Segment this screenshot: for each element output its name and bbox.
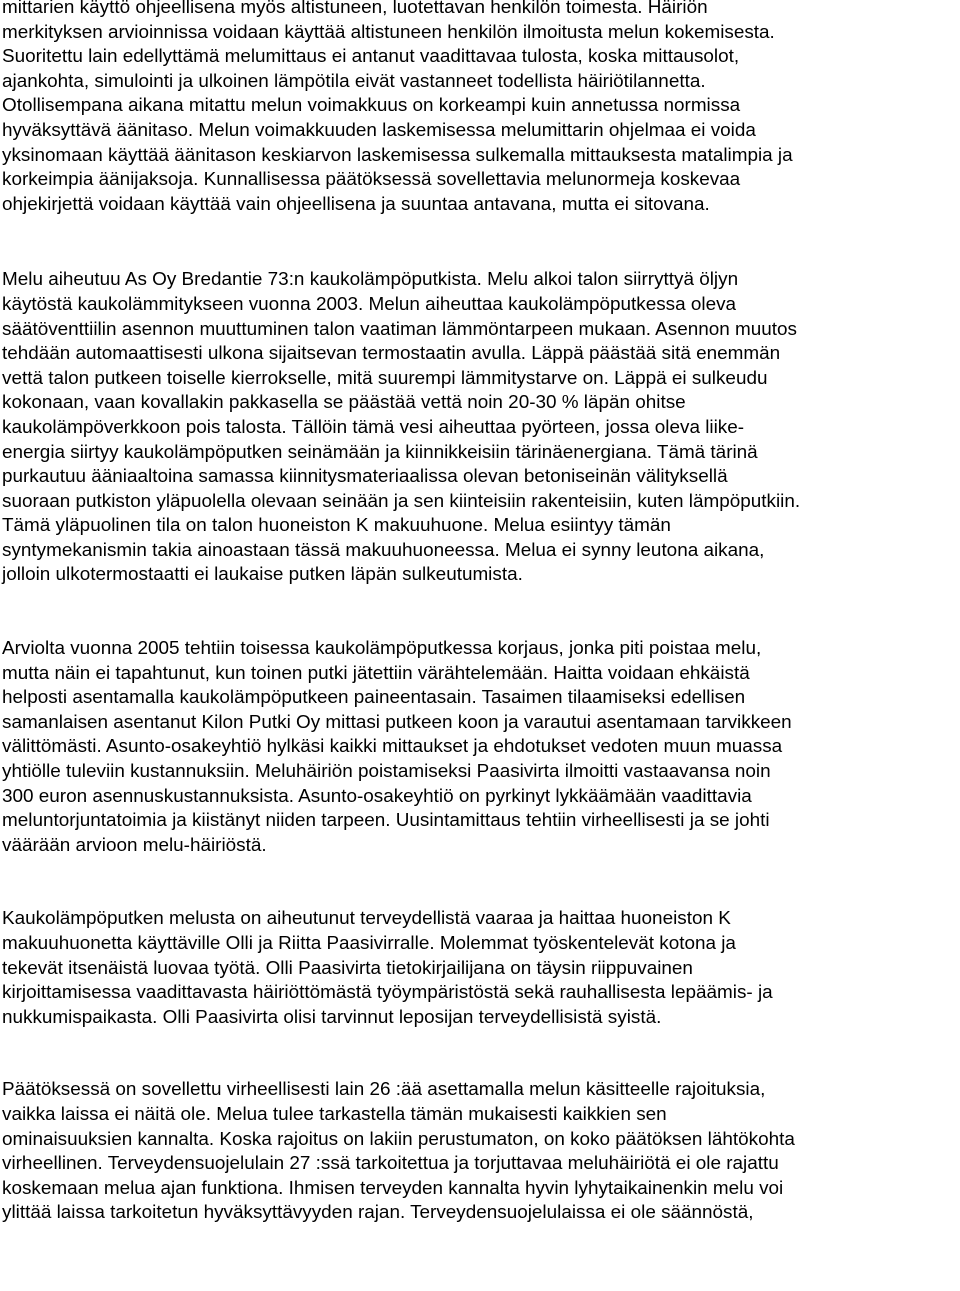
text-line: nukkumispaikasta. Olli Paasivirta olisi tarvinnut leposijan terveydellisistä syistä.	[2, 1006, 662, 1028]
text-line: hyväksyttävä äänitaso. Melun voimakkuuden laskemisessa melumittarin ohjelmaa ei voida	[2, 119, 756, 141]
text-line: vaikka laissa ei näitä ole. Melua tulee tarkastella tämän mukaisesti kaikkien sen	[2, 1103, 667, 1125]
text-line: merkityksen arvioinnissa voidaan käyttää altistuneen henkilön ilmoitusta melun kokemisesta.	[2, 21, 775, 43]
text-line: helposti asentamalla kaukolämpöputkeen paineentasain. Tasaimen tilaamiseksi edellisen	[2, 687, 746, 709]
text-line: käytöstä kaukolämmitykseen vuonna 2003. Melun aiheuttaa kaukolämpöputkessa oleva	[2, 293, 737, 315]
text-line: ajankohta, simulointi ja ulkoinen lämpötila eivät vastanneet todellista häiriötilannetta.	[2, 70, 706, 92]
text-line: yhtiölle tuleviin kustannuksiin. Meluhäiriön poistamiseksi Paasivirta ilmoitti vastaavansa noin	[2, 761, 771, 783]
text-line: tehdään automaattisesti ulkona sijaitsevan termostaatin avulla. Läppä päästää sitä enemmän	[2, 343, 781, 365]
text-line: kokonaan, vaan kovallakin pakkasella se päästää vettä noin 20-30 % läpän ohitse	[2, 392, 686, 414]
text-line: Melu aiheutuu As Oy Bredantie 73:n kaukolämpöputkista. Melu alkoi talon siirryttyä öljyn	[2, 269, 739, 291]
text-line: makuuhuonetta käyttäville Olli ja Riitta Paasivirralle. Molemmat työskentelevät kotona ja	[2, 933, 736, 954]
text-line: säätöventtiilin asennon muuttuminen talon vaatiman lämmöntarpeen mukaan. Asennon muutos	[2, 318, 797, 340]
text-line: yksinomaan käyttää äänitason keskiarvon laskemisessa sulkemalla mittauksesta matalimpia ja	[2, 144, 793, 166]
text-line: purkautuu ääniaaltoina samassa kiinnitysmateriaalissa olevan betoniseinän välityksellä	[2, 466, 728, 488]
text-line: korkeimpia äänijaksoja. Kunnallisessa päätöksessä sovellettavia melunormeja koskevaa	[2, 169, 741, 191]
text-line: suoraan putkiston yläpuolella olevaan seinään ja sen kiinteisiin rakenteisiin, kuten lämpöputkiin.	[2, 490, 801, 512]
text-line: jolloin ulkotermostaatti ei laukaise putken läpän sulkeutumista.	[2, 564, 523, 586]
text-line: Päätöksessä on sovellettu virheellisesti lain 26 :ää asettamalla melun käsitteelle rajoituksia,	[2, 1079, 766, 1101]
text-line: virheellinen. Terveydensuojelulain 27 :ssä tarkoitettua ja torjuttavaa meluhäiriötä ei ole rajattu	[2, 1153, 779, 1175]
text-line: samanlaisen asentanut Kilon Putki Oy mittasi putkeen koon ja varautui asentamaan tarvikkeen	[2, 711, 792, 733]
text-line: syntymekanismin takia ainoastaan tässä makuuhuoneessa. Melua ei synny leutona aikana,	[2, 539, 765, 561]
text-line: ominaisuuksien kannalta. Koska rajoitus on lakiin perustumaton, on koko päätöksen lähtökohta	[2, 1128, 795, 1150]
text-line: meluntorjuntatoimia ja kiistänyt niiden tarpeen. Uusintamittaus tehtiin virheellisesti ja se johti	[2, 810, 770, 832]
text-line: koskemaan melua ajan funktiona. Ihmisen terveyden kannalta hyvin lyhytaikainenkin melu voi	[2, 1177, 784, 1199]
text-line: välittömästi. Asunto-osakeyhtiö hylkäsi kaikki mittaukset ja ehdotukset vedoten muun muassa	[2, 736, 783, 758]
text-line: 300 euron asennuskustannuksista. Asunto-osakeyhtiö on pyrkinyt lykkäämään vaadittavia	[2, 785, 752, 807]
text-line: mittarien käyttö ohjeellisena myös altistuneen, luotettavan henkilön toimesta. Häiriön	[2, 0, 708, 18]
text-line: ohjekirjettä voidaan käyttää vain ohjeellisena ja suuntaa antavana, mutta ei sitovana.	[2, 193, 710, 215]
paragraph-noise-measurement	[0, 0, 960, 217]
paragraph-repair-history	[0, 637, 960, 858]
text-line: kirjoittamisessa vaadittavasta häiriöttömästä työympäristöstä sekä rauhallisesta lepäämis- ja	[2, 982, 773, 1004]
paragraph-noise-source	[0, 268, 960, 588]
paragraph-legal-application	[0, 1078, 960, 1226]
text-line: ylittää laissa tarkoitetun hyväksyttävyyden rajan. Terveydensuojelulaissa ei ole säännöstä,	[2, 1202, 754, 1224]
text-line: Suoritettu lain edellyttämä melumittaus ei antanut vaadittavaa tulosta, koska mittausolot,	[2, 46, 740, 68]
text-line: väärään arvioon melu-häiriöstä.	[2, 834, 267, 856]
text-line: Tämä yläpuolinen tila on talon huoneiston K makuuhuone. Melua esiintyy tämän	[2, 515, 671, 537]
text-line: Otollisempana aikana mitattu melun voimakkuus on korkeampi kuin annetussa normissa	[2, 95, 741, 117]
text-line: kaukolämpöverkkoon pois talosta. Tällöin tämä vesi aiheuttaa pyörteen, jossa oleva liike-	[2, 416, 745, 438]
text-line: mutta näin ei tapahtunut, kun toinen putki jätettiin värähtelemään. Haitta voidaan ehkäistä	[2, 662, 750, 684]
paragraph-health-impact	[0, 907, 960, 1030]
text-line: vettä talon putkeen toiselle kierrokselle, mitä suurempi lämmitystarve on. Läppä ei sulkeudu	[2, 367, 768, 389]
text-line: Arviolta vuonna 2005 tehtiin toisessa kaukolämpöputkessa korjaus, jonka piti poistaa melu,	[2, 638, 762, 660]
text-line: tekevät itsenäistä luovaa työtä. Olli Paasivirta tietokirjailijana on täysin riippuvainen	[2, 957, 693, 979]
text-line: Kaukolämpöputken melusta on aiheutunut terveydellistä vaaraa ja haittaa huoneiston K	[2, 908, 731, 930]
text-line: energia siirtyy kaukolämpöputken seinämään ja kiinnikkeisiin tärinäenergiana. Tämä tärinä	[2, 441, 758, 463]
